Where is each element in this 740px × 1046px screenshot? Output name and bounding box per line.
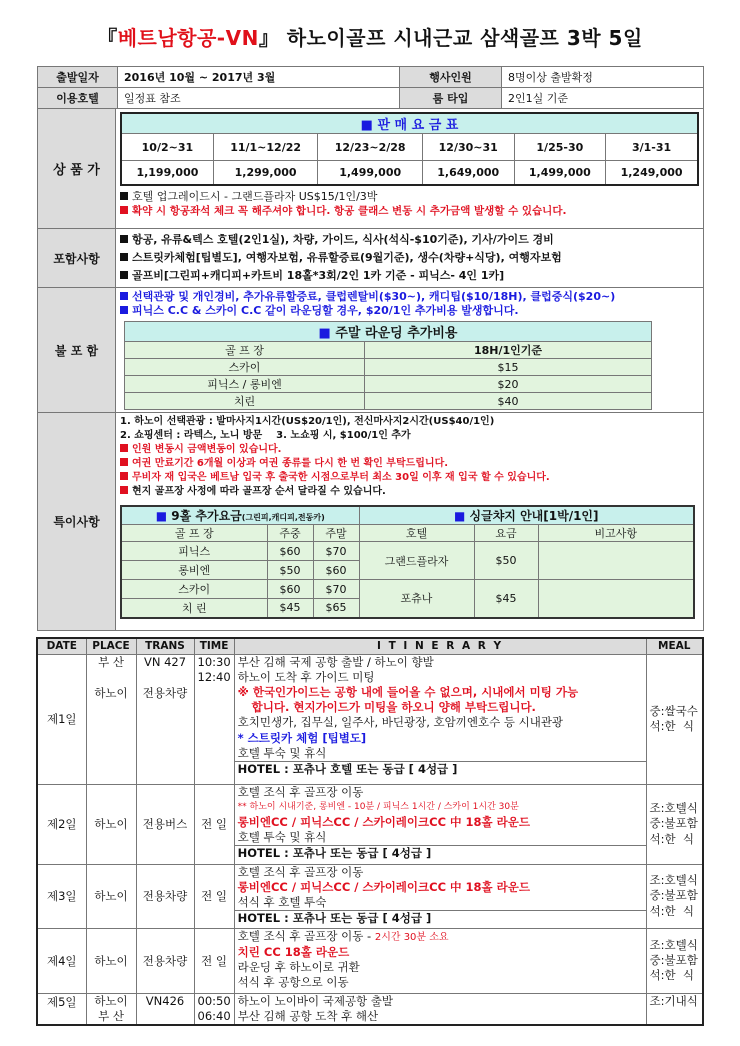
include-item: 항공, 유류&텍스 호텔(2인1실), 차량, 가이드, 식사(석식-$10기준), 기사/가이드 경비 — [120, 231, 699, 249]
single-heading: ■ 싱글챠지 안내[1박/1인] — [359, 506, 694, 525]
itinerary-header: PLACE — [86, 638, 136, 654]
price-period: 10/2~31 — [121, 134, 213, 161]
hole9-weekend: $70 — [313, 580, 359, 599]
price-value: 1,199,000 — [121, 161, 213, 185]
room-value: 2인1실 기준 — [502, 88, 704, 109]
price-heading: ■ 판 매 요 금 표 — [121, 113, 698, 134]
itinerary-line: 롱비엔CC / 피닉스CC / 스카이레이크CC 中 18홀 라운드 — [237, 814, 530, 829]
itinerary-header: TIME — [194, 638, 234, 654]
single-note — [538, 542, 694, 580]
itinerary-line: * 스트릿카 체험 [팁별도] — [237, 730, 367, 745]
special-line: 2. 쇼핑센터 : 라텍스, 노니 방문 3. 노쇼핑 시, $100/1인 추가 — [120, 430, 411, 441]
day-meal: 조:호텔식 중:불포함 석:한 식 — [646, 928, 703, 993]
itinerary-line: 석식 후 호텔 투숙 — [237, 894, 327, 909]
exclude-cell — [116, 288, 704, 413]
price-period: 12/30~31 — [422, 134, 514, 161]
itinerary-line: 호텔 조식 후 골프장 이동 — [237, 784, 364, 799]
itinerary-line: 부산 김해 공항 도착 후 해산 — [237, 1008, 379, 1023]
itinerary-line: 호텔 조식 후 골프장 이동 — [237, 864, 364, 879]
include-label: 포함사항 — [38, 229, 116, 288]
depart-label: 출발일자 — [38, 67, 118, 88]
hole9-course: 롱비엔 — [121, 561, 267, 580]
price-value: 1,299,000 — [213, 161, 318, 185]
weekend-price: $20 — [365, 376, 652, 393]
itinerary-line: ※ 한국인가이드는 공항 내에 들어올 수 없으며, 시내에서 미팅 가능 — [237, 684, 579, 699]
price-period: 3/1-31 — [606, 134, 698, 161]
include-item: 골프비[그린피+캐디피+카트비 18홀*3회/2인 1카 기준 - 피닉스- 4인 1카] — [120, 267, 699, 285]
people-value: 8명이상 출발확정 — [502, 67, 704, 88]
price-cell — [116, 109, 704, 229]
day-date: 제2일 — [37, 784, 86, 864]
itinerary-line: 석식 후 공항으로 이동 — [237, 975, 349, 990]
weekend-col-course: 골 프 장 — [125, 342, 365, 359]
itinerary-day — [37, 654, 703, 784]
itinerary-header: DATE — [37, 638, 86, 654]
hole9-weekend: $60 — [313, 561, 359, 580]
itinerary-line: 치린 CC 18홀 라운드 — [237, 944, 350, 959]
special-line: 1. 하노이 선택관광 : 발마사지1시간(US$20/1인), 전신마사지2시간(US$40/1인) — [120, 416, 495, 427]
airline-brand: 베트남항공-VN — [117, 26, 259, 50]
surcharge-table — [120, 505, 695, 619]
day-time: 전 일 — [194, 928, 234, 993]
exclude-label: 불 포 함 — [38, 288, 116, 413]
itinerary-line: 롱비엔CC / 피닉스CC / 스카이레이크CC 中 18홀 라운드 — [237, 879, 530, 894]
day-trans: VN 427 전용차량 — [136, 654, 194, 784]
hole9-weekday: $45 — [267, 599, 313, 618]
hole9-heading: ■ 9홀 추가요금(그린피,캐디피,전동카) — [121, 506, 359, 525]
day-meal: 조:기내식 — [646, 993, 703, 1025]
itinerary-line: 호텔 투숙 및 휴식 — [237, 830, 327, 845]
day-date: 제1일 — [37, 654, 86, 784]
single-price: $50 — [474, 542, 538, 580]
day-date: 제5일 — [37, 993, 86, 1025]
weekend-table — [124, 321, 652, 410]
weekend-price: $40 — [365, 393, 652, 410]
single-col: 비고사항 — [538, 525, 694, 542]
special-cell — [116, 413, 704, 631]
day-time: 전 일 — [194, 784, 234, 864]
itinerary-line: ** 하노이 시내기준, 롱비엔 - 10분 / 피닉스 1시간 / 스카이 1시간 30분 — [237, 801, 519, 812]
day-time: 전 일 — [194, 864, 234, 928]
weekend-course: 스카이 — [125, 359, 365, 376]
day-trans: 전용버스 — [136, 784, 194, 864]
itinerary-day — [37, 993, 703, 1025]
day-date: 제4일 — [37, 928, 86, 993]
hotel-label: 이용호텔 — [38, 88, 118, 109]
single-col: 호텔 — [359, 525, 474, 542]
itinerary-hotel: HOTEL : 포츄나 호텔 또는 동급 [ 4성급 ] — [235, 761, 646, 777]
itinerary-line: 하노이 도착 후 가이드 미팅 — [237, 669, 375, 684]
price-period: 1/25-30 — [514, 134, 606, 161]
day-meal: 중:쌀국수 석:한 식 — [646, 654, 703, 784]
day-itinerary — [234, 864, 646, 928]
include-cell — [116, 229, 704, 288]
day-place: 하노이 — [86, 864, 136, 928]
day-time: 10:30 12:40 — [194, 654, 234, 784]
itinerary-day — [37, 864, 703, 928]
itinerary-line: 하노이 노이바이 국제공항 출발 — [237, 993, 394, 1008]
weekend-price: $15 — [365, 359, 652, 376]
price-period: 11/1~12/22 — [213, 134, 318, 161]
price-label: 상 품 가 — [38, 109, 116, 229]
price-value: 1,649,000 — [422, 161, 514, 185]
day-trans: VN426 — [136, 993, 194, 1025]
itinerary-header: I T I N E R A R Y — [234, 638, 646, 654]
itinerary-line: 호텔 조식 후 골프장 이동 - 2시간 30분 소요 — [237, 928, 449, 943]
single-hotel: 그랜드플라자 — [359, 542, 474, 580]
day-itinerary — [234, 784, 646, 864]
hole9-course: 스카이 — [121, 580, 267, 599]
price-note-upgrade: 호텔 업그레이드시 - 그랜드플라자 US$15/1인/3박 — [120, 190, 699, 204]
special-label: 특이사항 — [38, 413, 116, 631]
people-label: 행사인원 — [400, 67, 502, 88]
itinerary-day — [37, 784, 703, 864]
special-note: 인원 변동시 금액변동이 있습니다. — [120, 443, 699, 457]
hole9-course: 치 린 — [121, 599, 267, 618]
price-table — [120, 112, 699, 186]
day-place: 하노이 부 산 — [86, 993, 136, 1025]
hole9-weekday: $60 — [267, 542, 313, 561]
hole9-weekday: $50 — [267, 561, 313, 580]
weekend-col-price: 18H/1인기준 — [365, 342, 652, 359]
hole9-weekday: $60 — [267, 580, 313, 599]
day-meal: 조:호텔식 중:불포함 석:한 식 — [646, 864, 703, 928]
price-period: 12/23~2/28 — [318, 134, 423, 161]
price-value: 1,499,000 — [318, 161, 423, 185]
exclude-item: 피닉스 C.C & 스카이 C.C 같이 라운딩할 경우, $20/1인 추가비용 발생합니다. — [120, 304, 699, 318]
hole9-weekend: $70 — [313, 542, 359, 561]
itinerary-line: 부산 김해 국제 공항 출발 / 하노이 향발 — [237, 654, 434, 669]
include-item: 스트릿카체험[팁별도], 여행자보험, 유류할증료(9월기준), 생수(차량+식당), 여행자보험 — [120, 249, 699, 267]
page-title: 『베트남항공-VN』 하노이골프 시내근교 삼색골프 3박 5일 — [97, 26, 643, 50]
price-value: 1,499,000 — [514, 161, 606, 185]
itinerary-day — [37, 928, 703, 993]
day-place: 부 산 하노이 — [86, 654, 136, 784]
day-trans: 전용차량 — [136, 928, 194, 993]
itinerary-table — [36, 637, 704, 1026]
price-value: 1,249,000 — [606, 161, 698, 185]
hole9-col: 주말 — [313, 525, 359, 542]
single-price: $45 — [474, 580, 538, 618]
info-table — [37, 66, 704, 109]
itinerary-header: TRANS — [136, 638, 194, 654]
itinerary-line: 호텔 투숙 및 휴식 — [237, 745, 327, 760]
room-label: 룸 타입 — [400, 88, 502, 109]
day-itinerary — [234, 928, 646, 993]
day-time: 00:50 06:40 — [194, 993, 234, 1025]
hole9-col: 골 프 장 — [121, 525, 267, 542]
itinerary-line: 호치민생가, 집무실, 일주사, 바딘광장, 호암끼엔호수 등 시내관광 — [237, 715, 564, 730]
day-place: 하노이 — [86, 928, 136, 993]
itinerary-line: 합니다. 현지가이드가 미팅을 하오니 양해 부탁드립니다. — [251, 700, 536, 715]
itinerary-hotel: HOTEL : 포츄나 또는 동급 [ 4성급 ] — [235, 910, 646, 926]
price-note-warning: 확약 시 항공좌석 체크 꼭 해주셔야 합니다. 항공 클래스 변동 시 추가금액 발생할 수 있습니다. — [120, 204, 699, 218]
depart-value: 2016년 10월 ~ 2017년 3월 — [118, 67, 400, 88]
weekend-heading: ■ 주말 라운딩 추가비용 — [125, 322, 652, 342]
hole9-course: 피닉스 — [121, 542, 267, 561]
day-date: 제3일 — [37, 864, 86, 928]
hole9-col: 주중 — [267, 525, 313, 542]
day-itinerary — [234, 654, 646, 784]
product-section — [37, 108, 704, 631]
day-itinerary — [234, 993, 646, 1025]
day-meal: 조:호텔식 중:불포함 석:한 식 — [646, 784, 703, 864]
hole9-weekend: $65 — [313, 599, 359, 618]
single-note — [538, 580, 694, 618]
exclude-item: 선택관광 및 개인경비, 추가유류할증료, 클럽렌탈비($30~), 캐디팁($10/18H), 클럽중식($20~) — [120, 290, 699, 304]
special-note: 여권 만료기간 6개월 이상과 여권 종류를 다시 한 번 확인 부탁드립니다. — [120, 457, 699, 471]
itinerary-line: 라운딩 후 하노이로 귀환 — [237, 959, 360, 974]
itinerary-header: MEAL — [646, 638, 703, 654]
itinerary-hotel: HOTEL : 포츄나 또는 동급 [ 4성급 ] — [235, 845, 646, 861]
weekend-course: 치린 — [125, 393, 365, 410]
single-col: 요금 — [474, 525, 538, 542]
day-trans: 전용차량 — [136, 864, 194, 928]
hotel-value: 일정표 참조 — [118, 88, 400, 109]
special-note: 무비자 재 입국은 베트남 입국 후 출국한 시점으로부터 최소 30일 이후 재 입국 할 수 있습니다. — [120, 471, 699, 485]
special-note: 현지 골프장 사정에 따라 골프장 순서 달라질 수 있습니다. — [120, 485, 699, 499]
single-hotel: 포츄나 — [359, 580, 474, 618]
weekend-course: 피닉스 / 롱비엔 — [125, 376, 365, 393]
day-place: 하노이 — [86, 784, 136, 864]
